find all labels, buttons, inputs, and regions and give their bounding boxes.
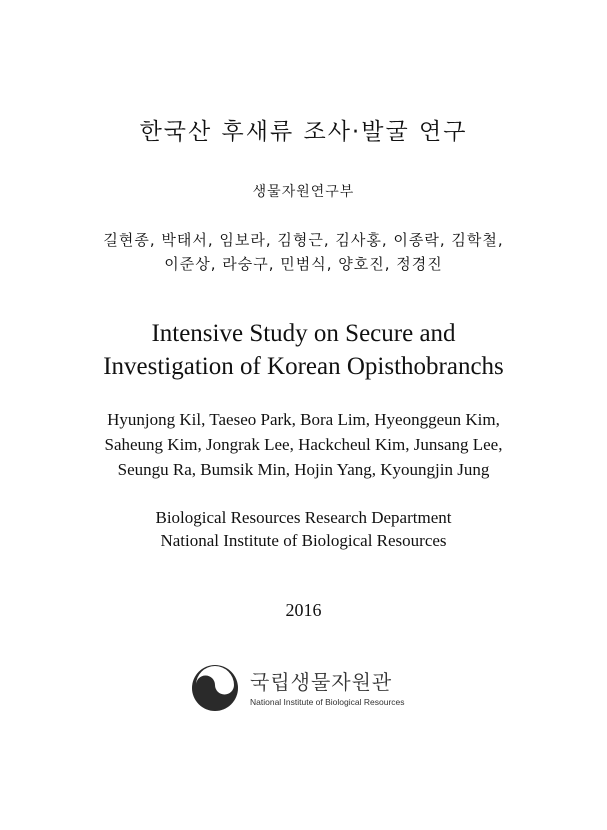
korean-department: 생물자원연구부 bbox=[252, 184, 355, 200]
english-department: Biological Resources Research Department bbox=[155, 508, 452, 527]
taegeuk-emblem-icon bbox=[190, 663, 240, 713]
institute-logo bbox=[190, 663, 405, 713]
english-title-line-2: Investigation of Korean Opisthobranchs bbox=[103, 353, 504, 380]
korean-title: 한국산 후새류 조사·발굴 연구 bbox=[139, 119, 468, 145]
logo-korean-name: 국립생물자원관 bbox=[250, 669, 393, 694]
english-institute: National Institute of Biological Resources bbox=[160, 531, 447, 550]
korean-authors-line-1: 길현종, 박태서, 임보라, 김형근, 김사홍, 이종락, 김학철, bbox=[103, 231, 504, 249]
logo-english-name: National Institute of Biological Resources bbox=[250, 696, 405, 707]
publication-year: 2016 bbox=[285, 600, 322, 620]
english-title-line-1: Intensive Study on Secure and bbox=[151, 320, 456, 347]
english-authors-line-2: Saheung Kim, Jongrak Lee, Hackcheul Kim, Junsang Lee, bbox=[104, 435, 503, 454]
english-authors-line-3: Seungu Ra, Bumsik Min, Hojin Yang, Kyoungjin Jung bbox=[117, 460, 490, 479]
english-authors-line-1: Hyunjong Kil, Taeseo Park, Bora Lim, Hyeonggeun Kim, bbox=[107, 410, 500, 429]
korean-authors-line-2: 이준상, 라숭구, 민범식, 양호진, 정경진 bbox=[164, 255, 443, 273]
